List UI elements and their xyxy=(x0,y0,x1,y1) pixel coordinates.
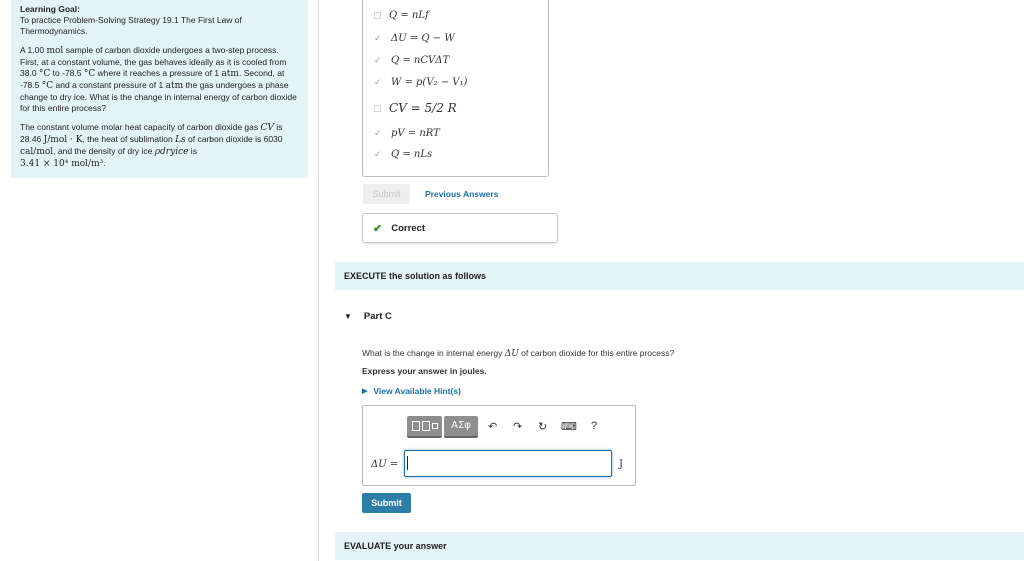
equation-item[interactable]: ✓ Q = nLs xyxy=(374,149,433,160)
equation-item[interactable]: Q = nLf xyxy=(374,10,429,21)
part-c-label: Part C xyxy=(363,311,392,322)
express-instruction: Express your answer in joules. xyxy=(362,366,487,376)
answer-editor xyxy=(362,405,636,486)
evaluate-section-header: EVALUATE your answer xyxy=(335,532,1024,560)
view-hints-link[interactable]: ▶ View Available Hint(s) xyxy=(362,386,461,396)
exponent-template-icon xyxy=(432,423,438,429)
equation-item[interactable]: ✓ pV = nRT xyxy=(374,128,440,139)
equation-item[interactable]: ✓ ΔU = Q − W xyxy=(374,33,455,44)
problem-paragraph-1: A 1.00 mol sample of carbon dioxide undergoes a two-step process. First, at a constant volume, the gas behaves ideally as it is cooled from 38.0 °C to -78.5 °C where it reaches a pressure of 1 atm. Second, at -78.5 °C and a constant pressure of 1 atm the gas undergoes a phase change to dry ice. What is the change in internal energy of carbon dioxide for this entire process? xyxy=(20,45,297,113)
checkmark-icon: ✓ xyxy=(374,33,382,43)
greek-symbols-button[interactable]: ΑΣφ xyxy=(444,416,478,438)
fraction-template-icon xyxy=(412,421,420,431)
submit-button[interactable]: Submit xyxy=(362,493,411,513)
help-icon[interactable]: ? xyxy=(591,420,598,432)
column-divider xyxy=(318,0,319,561)
learning-goal-panel xyxy=(11,0,308,178)
checkmark-icon: ✓ xyxy=(374,77,382,87)
redo-icon[interactable]: ↷ xyxy=(513,421,523,433)
previous-answers-link[interactable]: Previous Answers xyxy=(425,189,499,199)
answer-variable-label: ΔU = xyxy=(371,459,399,470)
undo-icon[interactable]: ↶ xyxy=(488,421,498,433)
equation-item[interactable]: ✓ W = p(V₂ − V₁) xyxy=(374,77,468,88)
checkmark-icon: ✓ xyxy=(374,149,382,159)
checkmark-icon: ✓ xyxy=(374,128,382,138)
part-c-question: What is the change in internal energy ΔU of carbon dioxide for this entire process? xyxy=(362,348,675,359)
check-icon: ✔ xyxy=(373,222,383,235)
correct-text: Correct xyxy=(391,222,426,234)
answer-input[interactable] xyxy=(404,450,612,477)
dry-ice-density: 3.41 × 10⁴ mol/m³ xyxy=(20,159,104,169)
reset-icon[interactable]: ↻ xyxy=(538,421,548,433)
text-cursor xyxy=(407,456,408,470)
learning-goal-title: Learning Goal: xyxy=(20,4,80,14)
equation-list xyxy=(362,0,549,177)
caret-right-icon: ▶ xyxy=(362,388,368,395)
caret-down-icon: ▼ xyxy=(344,312,352,321)
correct-feedback xyxy=(362,213,558,243)
equation-item[interactable]: ✓ Q = nCVΔT xyxy=(374,55,450,66)
unchecked-box-icon xyxy=(374,105,381,112)
templates-button[interactable] xyxy=(407,416,442,438)
unit-label: J xyxy=(619,459,624,470)
learning-goal-intro: To practice Problem-Solving Strategy 19.1 The First Law of Thermodynamics. xyxy=(20,15,242,36)
execute-section-header: EXECUTE the solution as follows xyxy=(335,262,1024,290)
keyboard-icon[interactable]: ⌨ xyxy=(561,421,577,433)
root-template-icon xyxy=(422,421,430,431)
checkmark-icon: ✓ xyxy=(374,55,382,65)
part-c-header[interactable] xyxy=(344,311,392,322)
unchecked-box-icon xyxy=(374,12,381,19)
equation-item[interactable]: CV = 5/2 R xyxy=(374,101,457,115)
problem-paragraph-2: The constant volume molar heat capacity of carbon dioxide gas CV is 28.46 J/mol · K, the heat of sublimation Ls of carbon dioxide is 6030 cal/mol, and the density of dry ice ρdryice is 3.41 × 10⁴ mol/m³. xyxy=(20,122,283,169)
submit-button-disabled: Submit xyxy=(363,184,410,204)
